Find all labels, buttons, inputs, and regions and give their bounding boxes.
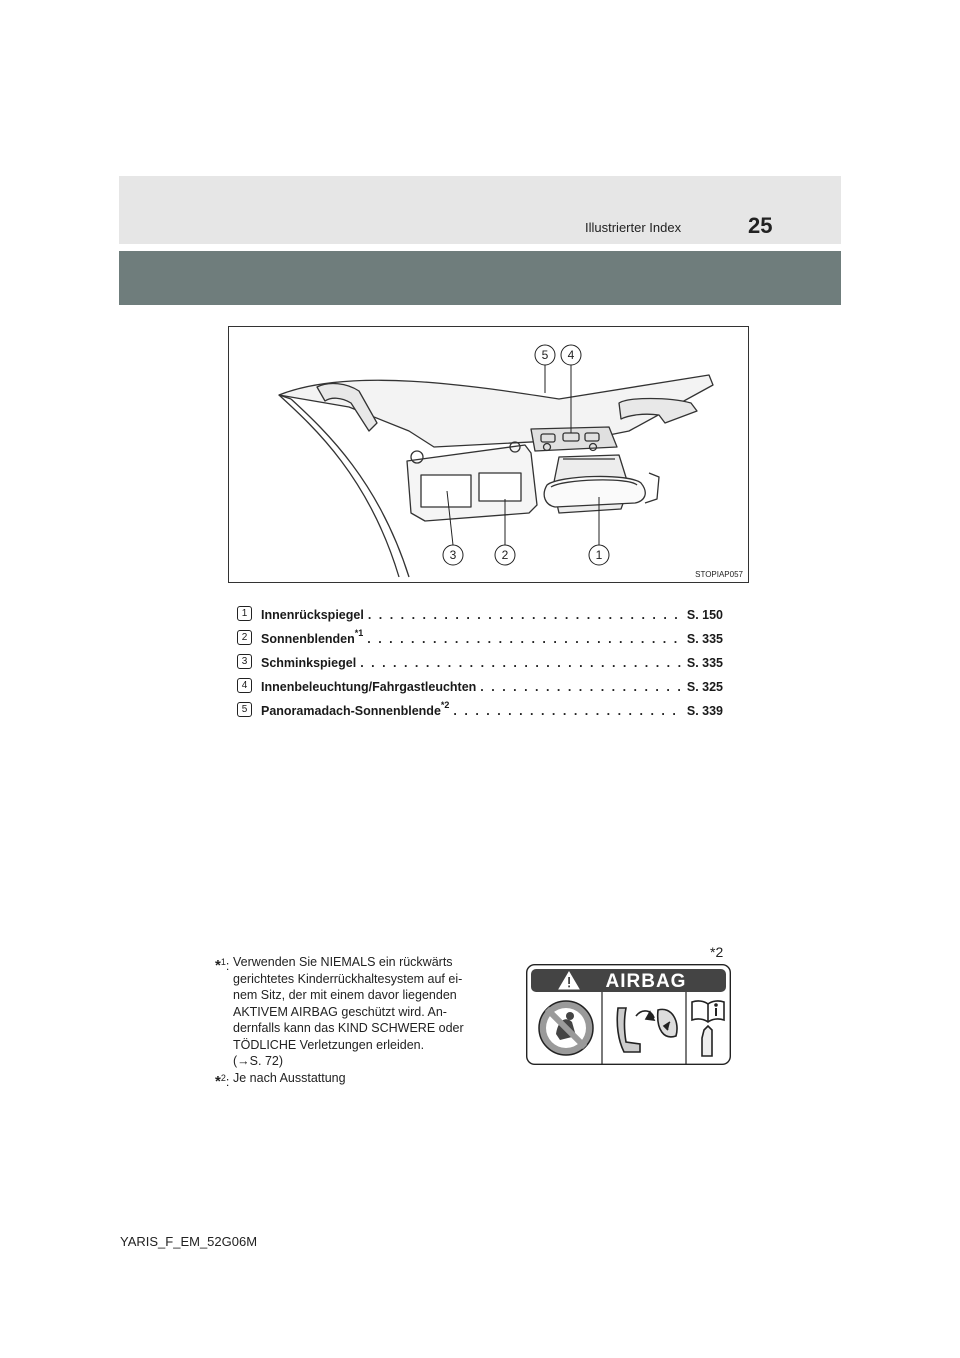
header-band [119, 176, 841, 244]
footnote-2: *$^2$: Je nach Ausstattung [215, 1070, 346, 1090]
item-number: 5 [237, 702, 252, 717]
index-item-interior-lights[interactable] [237, 670, 723, 694]
footnote-mark: *$^2$: [215, 1072, 230, 1090]
leader-dots [367, 632, 683, 646]
leader-dots [368, 608, 683, 622]
footer-code: YARIS_F_EM_52G06M [120, 1234, 258, 1249]
callout-1-label: 1 [595, 548, 603, 562]
callout-3-label: 3 [449, 548, 457, 562]
footnote-mark: *$^1$: [215, 957, 230, 975]
footnote-1: *$^1$: Verwenden Sie NIEMALS ein rückwärts gerichtetes Kinderrückhaltesystem auf ei- nem Sitz, der mit einem davor liegenden AKTIVEM AIRBAG geschützt wird. An- dernfalls kann das KIND SCHWERE oder TÖDLICHE Verletzungen erleiden. (→S. 72) [215, 954, 495, 1070]
airbag-title: AIRBAG [605, 971, 687, 992]
index-item-panoramic-roof-shade[interactable] [237, 694, 723, 718]
airbag-warning-label [526, 964, 731, 1065]
airbag-label-drawing [526, 964, 731, 1065]
page-link[interactable]: (→S. 72) [233, 1054, 284, 1068]
page-ref[interactable]: S. 339 [686, 704, 723, 718]
item-number: 3 [237, 654, 252, 669]
callout-2-label: 2 [501, 548, 509, 562]
hand-pointer-icon [702, 1026, 712, 1056]
item-label: Innenbeleuchtung/Fahrgastleuchten [261, 680, 477, 694]
figure-code: STOPIAP057 [695, 570, 743, 579]
leader-dots [453, 704, 682, 718]
page-number: 25 [748, 213, 773, 238]
footnotes [215, 954, 495, 1090]
item-label: Panoramadach-Sonnenblende$^{*2}$ [261, 699, 450, 718]
callout-5-label: 5 [541, 348, 549, 362]
index-item-vanity-mirror[interactable] [237, 646, 723, 670]
callout-4-label: 4 [567, 348, 575, 362]
roof-drawing [229, 327, 749, 583]
item-label: Innenrückspiegel [261, 608, 364, 622]
leader-dots [480, 680, 683, 694]
item-number: 2 [237, 630, 252, 645]
index-list [237, 598, 723, 718]
leader-dots [360, 656, 683, 670]
page-ref[interactable]: S. 335 [686, 632, 723, 646]
header-title: Illustrierter Index [585, 220, 682, 235]
interior-roof-illustration [228, 326, 749, 583]
item-number: 4 [237, 678, 252, 693]
section-bar [119, 251, 841, 305]
page-ref[interactable]: S. 325 [686, 680, 723, 694]
airbag-footnote-ref: *2 [710, 944, 724, 960]
page-ref[interactable]: S. 335 [686, 656, 723, 670]
item-label: Schminkspiegel [261, 656, 357, 670]
page-ref[interactable]: S. 150 [686, 608, 723, 622]
index-item-inner-mirror[interactable] [237, 598, 723, 622]
index-item-sun-visors[interactable] [237, 622, 723, 646]
item-number: 1 [237, 606, 252, 621]
no-rear-facing-seat-icon [539, 1001, 593, 1055]
item-label: Sonnenblenden$^{*1}$ [261, 627, 364, 646]
